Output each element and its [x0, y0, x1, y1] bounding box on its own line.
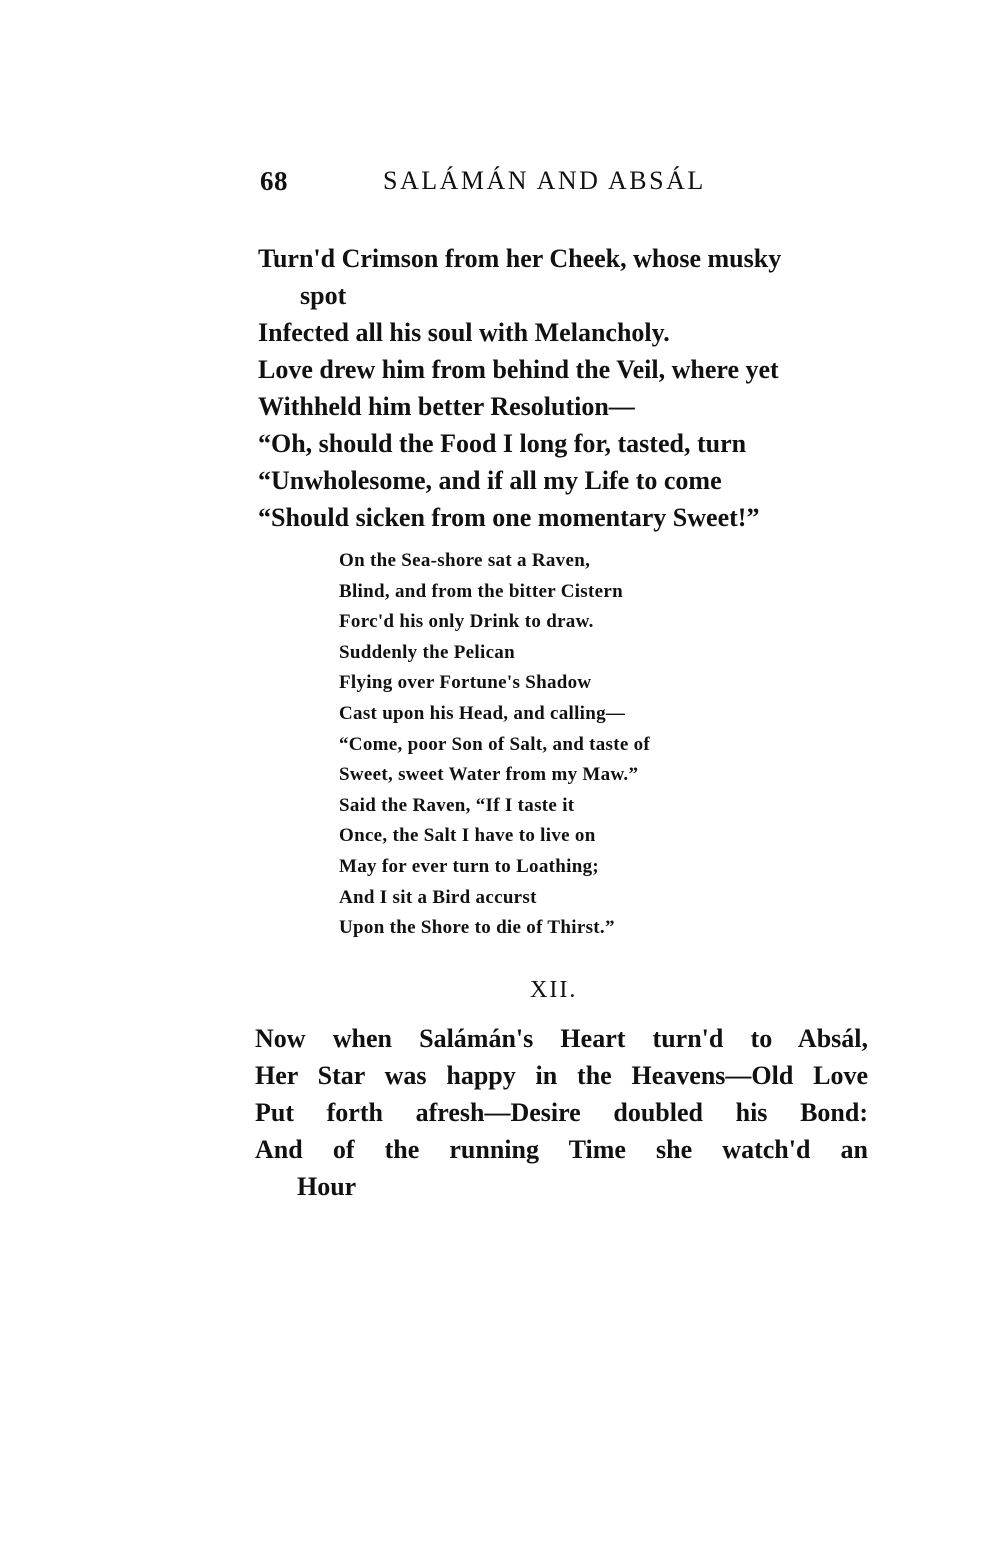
inset-line: Upon the Shore to die of Thirst.”	[339, 917, 615, 939]
running-title: SALÁMÁN AND ABSÁL	[383, 166, 706, 195]
page-number: 68	[260, 166, 288, 196]
verse-line: And of the running Time she watch'd an	[255, 1135, 868, 1164]
verse-line: Put forth afresh—Desire doubled his Bond:	[255, 1098, 868, 1127]
verse-line: “Oh, should the Food I long for, tasted, turn	[258, 429, 747, 458]
inset-line: Blind, and from the bitter Cistern	[339, 580, 623, 602]
inset-line: Said the Raven, “If I taste it	[339, 794, 575, 816]
inset-poem-raven	[339, 546, 650, 944]
inset-line: And I sit a Bird accurst	[339, 886, 537, 908]
verse-block-section-xii	[255, 1020, 868, 1205]
verse-line: Turn'd Crimson from her Cheek, whose musky	[258, 244, 782, 273]
verse-line-continuation: Hour	[297, 1172, 357, 1201]
inset-line: Cast upon his Head, and calling—	[339, 702, 626, 724]
verse-line: Love drew him from behind the Veil, where yet	[258, 355, 779, 384]
verse-line: “Unwholesome, and if all my Life to come	[258, 466, 722, 495]
verse-line: Infected all his soul with Melancholy.	[258, 318, 670, 347]
verse-line: Withheld him better Resolution—	[258, 392, 635, 421]
inset-line: “Come, poor Son of Salt, and taste of	[339, 733, 651, 755]
inset-line: Suddenly the Pelican	[339, 641, 515, 663]
verse-line: “Should sicken from one momentary Sweet!”	[258, 503, 760, 532]
inset-line: Forc'd his only Drink to draw.	[339, 611, 594, 633]
section-heading: XII.	[530, 977, 578, 1003]
inset-line: Flying over Fortune's Shadow	[339, 672, 592, 694]
inset-line: May for ever turn to Loathing;	[339, 855, 600, 877]
inset-line: On the Sea-shore sat a Raven,	[339, 550, 591, 571]
page-header	[260, 166, 880, 206]
verse-line: Her Star was happy in the Heavens—Old Love	[255, 1061, 868, 1090]
inset-line: Once, the Salt I have to live on	[339, 825, 596, 847]
inset-line: Sweet, sweet Water from my Maw.”	[339, 764, 639, 786]
verse-line-continuation: spot	[300, 281, 347, 310]
verse-block-opening	[258, 240, 781, 536]
verse-line: Now when Salámán's Heart turn'd to Absál,	[255, 1024, 868, 1053]
